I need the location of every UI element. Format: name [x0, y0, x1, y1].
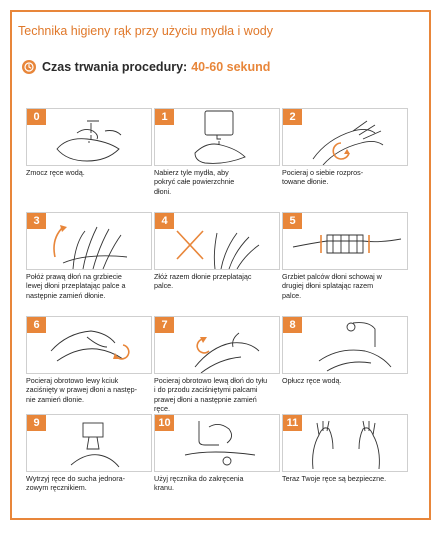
step-10-caption: Użyj ręcznika do zakręcenia kranu. [154, 474, 244, 493]
step-2-illustration [282, 108, 408, 166]
step-6-number: 6 [27, 317, 46, 333]
step-8-caption: Opłucz ręce wodą. [282, 376, 342, 385]
step-2-caption: Pocieraj o siebie rozpros- towane dłonie. [282, 168, 364, 187]
clock-icon [22, 60, 36, 74]
step-1-caption: Nabierz tyle mydła, aby pokryć całe powierzchnie dłoni. [154, 168, 235, 196]
step-0-number: 0 [27, 109, 46, 125]
step-7-number: 7 [155, 317, 174, 333]
step-5-illustration [282, 212, 408, 270]
step-8-number: 8 [283, 317, 302, 333]
step-6-illustration [26, 316, 152, 374]
step-2-number: 2 [283, 109, 302, 125]
step-11-number: 11 [283, 415, 302, 431]
duration-row [22, 60, 270, 74]
step-5-number: 5 [283, 213, 302, 229]
duration-value: 40-60 sekund [191, 60, 271, 74]
step-1-number: 1 [155, 109, 174, 125]
page-title: Technika higieny rąk przy użyciu mydła i wody [18, 24, 273, 38]
step-5-caption: Grzbiet palców dłoni schowaj w drugiej dłoni splatając razem palce. [282, 272, 382, 300]
step-4-illustration [154, 212, 280, 270]
step-6-caption: Pocieraj obrotowo lewy kciuk zaciśnięty w prawej dłoni a następ- nie zamień dłonie. [26, 376, 138, 404]
step-3-caption: Połóż prawą dłoń na grzbiecie lewej dłoni przeplatając palce a następnie zamień dłonie. [26, 272, 126, 300]
step-9-caption: Wytrzyj ręce do sucha jednora- zowym ręcznikiem. [26, 474, 126, 493]
step-0-illustration [26, 108, 152, 166]
step-9-illustration [26, 414, 152, 472]
step-1-illustration [154, 108, 280, 166]
step-7-illustration [154, 316, 280, 374]
step-11-caption: Teraz Twoje ręce są bezpieczne. [282, 474, 387, 483]
step-4-number: 4 [155, 213, 174, 229]
step-7-caption: Pocieraj obrotowo lewą dłoń do tyłu i do przodu zaciśniętymi palcami prawej dłoni a następnie zamień ręce. [154, 376, 268, 414]
step-9-number: 9 [27, 415, 46, 431]
step-10-number: 10 [155, 415, 174, 431]
duration-label: Czas trwania procedury: [42, 60, 188, 74]
step-8-illustration [282, 316, 408, 374]
step-4-caption: Złóż razem dłonie przeplatając palce. [154, 272, 252, 291]
step-10-illustration [154, 414, 280, 472]
step-3-illustration [26, 212, 152, 270]
step-11-illustration [282, 414, 408, 472]
step-0-caption: Zmocz ręce wodą. [26, 168, 85, 177]
step-3-number: 3 [27, 213, 46, 229]
